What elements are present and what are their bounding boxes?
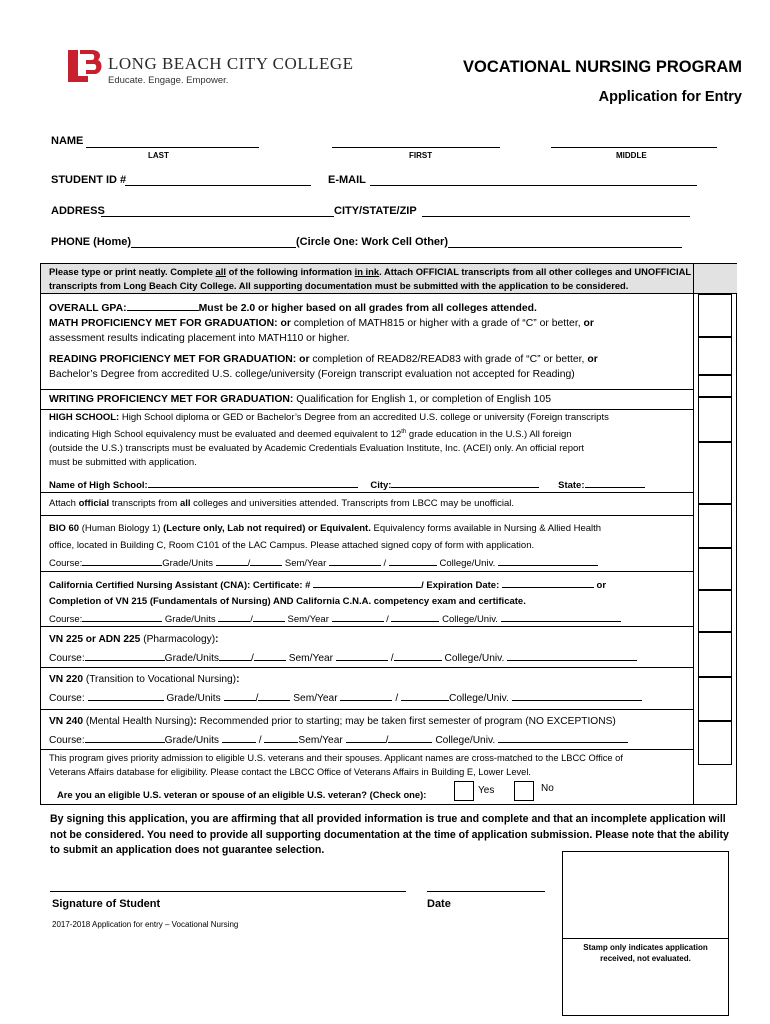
high-school-name-row: Name of High School: City: State: (49, 476, 689, 493)
vn240-year-field[interactable] (388, 731, 432, 743)
bio60-checkbox[interactable] (698, 504, 732, 548)
requirements-table (40, 263, 737, 805)
vn215-year-field[interactable] (391, 610, 439, 622)
vn215-college-field[interactable] (501, 610, 621, 622)
vn240-row: VN 240 (Mental Health Nursing): Recommended prior to starting; may be taken first semester of program (NO EXCEPTIONS) Course: Grade/Units / Sem/Year / College/Univ. (49, 713, 689, 750)
signature-field[interactable] (50, 880, 406, 892)
vn225-year-field[interactable] (394, 649, 442, 661)
bio60-sem-field[interactable] (329, 554, 381, 566)
date-field[interactable] (427, 880, 545, 892)
date-label: Date (427, 898, 451, 910)
vn215-course-field[interactable] (82, 610, 162, 622)
high-school-city-field[interactable] (391, 476, 539, 488)
gpa-checkbox[interactable] (698, 294, 732, 337)
lbcc-logo-mark-icon (66, 46, 104, 84)
divider (41, 409, 693, 410)
bio60-row: BIO 60 (Human Biology 1) (Lecture only, Lab not required) or Equivalent. Equivalency forms available in Nursing & Allied Health office, located in Building C, Room C101 of the LAC Campus. Please attached signed copy of form with application. Course: Grade/Units / Sem/Year / College/Univ. (49, 523, 602, 569)
vn220-row: VN 220 (Transition to Vocational Nursing): Course: Grade/Units / Sem/Year / College/Univ. (49, 671, 689, 708)
reading-checkbox[interactable] (698, 375, 732, 397)
program-title: VOCATIONAL NURSING PROGRAM (463, 58, 742, 76)
divider (41, 709, 693, 710)
first-caption: FIRST (409, 151, 433, 160)
math-checkbox[interactable] (698, 337, 732, 375)
vn240-college-field[interactable] (498, 731, 628, 743)
city-state-zip-label: CITY/STATE/ZIP (334, 205, 417, 217)
veteran-yes-checkbox[interactable] (454, 781, 474, 801)
email-label: E-MAIL (328, 174, 366, 186)
vn220-sem-field[interactable] (340, 689, 392, 701)
email-field[interactable] (370, 174, 697, 186)
attach-transcripts-row: Attach official transcripts from all colleges and universities attended. Transcripts from LBCC may be unofficial. (49, 498, 515, 509)
divider (41, 389, 693, 390)
divider (41, 293, 737, 294)
gpa-field[interactable] (127, 299, 199, 311)
city-state-zip-field[interactable] (422, 205, 690, 217)
vn220-checkbox[interactable] (698, 632, 732, 677)
vn225-units-field[interactable] (254, 649, 286, 661)
veteran-no-label: No (541, 783, 554, 794)
stamp-note: Stamp only indicates application received, not evaluated. (563, 938, 728, 964)
bio60-units-field[interactable] (250, 554, 282, 566)
stamp-box (562, 851, 729, 1016)
college-name: LONG BEACH CITY COLLEGE (108, 54, 354, 73)
math-row: MATH PROFICIENCY MET FOR GRADUATION: or completion of MATH815 or higher with a grade of “C” or better, or assessment results indicating placement into MATH110 or higher. (49, 318, 594, 344)
college-tagline: Educate. Engage. Empower. (108, 75, 229, 86)
high-school-checkbox[interactable] (698, 442, 732, 504)
veteran-no-checkbox[interactable] (514, 781, 534, 801)
bio60-course-field[interactable] (82, 554, 162, 566)
veteran-info-row: This program gives priority admission to eligible U.S. veterans and their spouses. Applicant names are cross-matched to the LBCC Office of Veterans Affairs database for eligibility. Please contact the LBCC Office of Veterans Affairs in Building E, Lower Level. (49, 753, 623, 777)
vn225-grade-field[interactable] (219, 649, 251, 661)
vn225-sem-field[interactable] (336, 649, 388, 661)
middle-caption: MIDDLE (616, 151, 647, 160)
cna-expiration-field[interactable] (502, 576, 594, 588)
writing-checkbox[interactable] (698, 397, 732, 442)
vn240-checkbox[interactable] (698, 677, 732, 721)
cna-certificate-field[interactable] (313, 576, 421, 588)
vn225-row: VN 225 or ADN 225 (Pharmacology): Course: Grade/Units / Sem/Year / College/Univ. (49, 631, 689, 668)
vn220-college-field[interactable] (512, 689, 642, 701)
veteran-question: Are you an eligible U.S. veteran or spouse of an eligible U.S. veteran? (Check one): (57, 789, 427, 800)
vn240-units-field[interactable] (264, 731, 298, 743)
vn225-checkbox[interactable] (698, 590, 732, 632)
high-school-row: HIGH SCHOOL: High School diploma or GED or Bachelor’s Degree from an accredited U.S. college or university (Foreign transcripts indicating High School equivalency must be evaluated and deemed equivalent to 12th grade education in the U.S.) All foreign (outside the U.S.) transcripts must be evaluated by Academic Credentials Evaluation Institute, Inc. (ACEI) only. An official report must be submitted with application. (49, 412, 609, 469)
writing-row: WRITING PROFICIENCY MET FOR GRADUATION: Qualification for English 1, or completion of English 105 (49, 394, 551, 405)
student-id-label: STUDENT ID # (51, 174, 127, 186)
bio60-year-field[interactable] (389, 554, 437, 566)
veteran-yes-label: Yes (478, 785, 495, 796)
bio60-grade-field[interactable] (216, 554, 248, 566)
phone-other-field[interactable] (448, 236, 682, 248)
name-label: NAME (51, 135, 84, 147)
signature-label: Signature of Student (52, 898, 161, 910)
vn240-sem-field[interactable] (346, 731, 386, 743)
vn240-course-field[interactable] (85, 731, 165, 743)
phone-home-field[interactable] (131, 236, 296, 248)
form-title: Application for Entry (598, 89, 742, 105)
cna-checkbox[interactable] (698, 548, 732, 590)
vn220-course-field[interactable] (88, 689, 164, 701)
first-name-field[interactable] (332, 136, 500, 148)
reading-row: READING PROFICIENCY MET FOR GRADUATION: or completion of READ82/READ83 with grade of “C” or better, or Bachelor’s Degree from accredited U.S. college/university (Foreign transcript evaluation not accepted for Reading) (49, 354, 598, 380)
vn225-course-field[interactable] (85, 649, 165, 661)
footer-text: 2017-2018 Application for entry – Vocational Nursing (52, 920, 239, 929)
vn220-units-field[interactable] (258, 689, 290, 701)
phone-label: PHONE (Home) (51, 236, 132, 248)
bio60-college-field[interactable] (498, 554, 598, 566)
vn240-grade-field[interactable] (222, 731, 256, 743)
middle-name-field[interactable] (551, 136, 717, 148)
vn215-grade-field[interactable] (218, 610, 250, 622)
college-logo (66, 44, 366, 88)
vn220-year-field[interactable] (401, 689, 449, 701)
vn215-units-field[interactable] (253, 610, 285, 622)
vn220-grade-field[interactable] (224, 689, 256, 701)
vn215-sem-field[interactable] (332, 610, 384, 622)
address-label: ADDRESS (51, 205, 105, 217)
veteran-checkbox[interactable] (698, 721, 732, 765)
last-name-field[interactable] (86, 136, 259, 148)
high-school-state-field[interactable] (585, 476, 645, 488)
high-school-name-field[interactable] (148, 476, 358, 488)
phone-type-label[interactable]: (Circle One: Work Cell Other) (296, 236, 448, 248)
divider (41, 515, 693, 516)
address-field[interactable] (101, 205, 334, 217)
last-caption: LAST (148, 151, 169, 160)
affirmation-statement: By signing this application, you are affirming that all provided information is true and complete and that an incomplete application will not be considered. You need to provide all supporting documentation at the time of application submission. Please note that the ability to submit an application does not guarantee selection. (50, 813, 729, 856)
instructions-notice: Please type or print neatly. Complete all of the following information in ink. Attach OFFICIAL transcripts from all other colleges and UNOFFICIAL transcripts from Long Beach City College. All supporting documentation must be submitted with the application to be considered. (41, 264, 737, 293)
vn225-college-field[interactable] (507, 649, 637, 661)
student-id-field[interactable] (125, 174, 311, 186)
cna-row: California Certified Nursing Assistant (CNA): Certificate: # / Expiration Date: or Completion of VN 215 (Fundamentals of Nursing) AND California C.N.A. competency exam and certificate. Course: Grade/Units / Sem/Year / College/Univ. (49, 576, 689, 628)
gpa-row: OVERALL GPA: Must be 2.0 or higher based on all grades from all colleges attended. (49, 299, 689, 316)
